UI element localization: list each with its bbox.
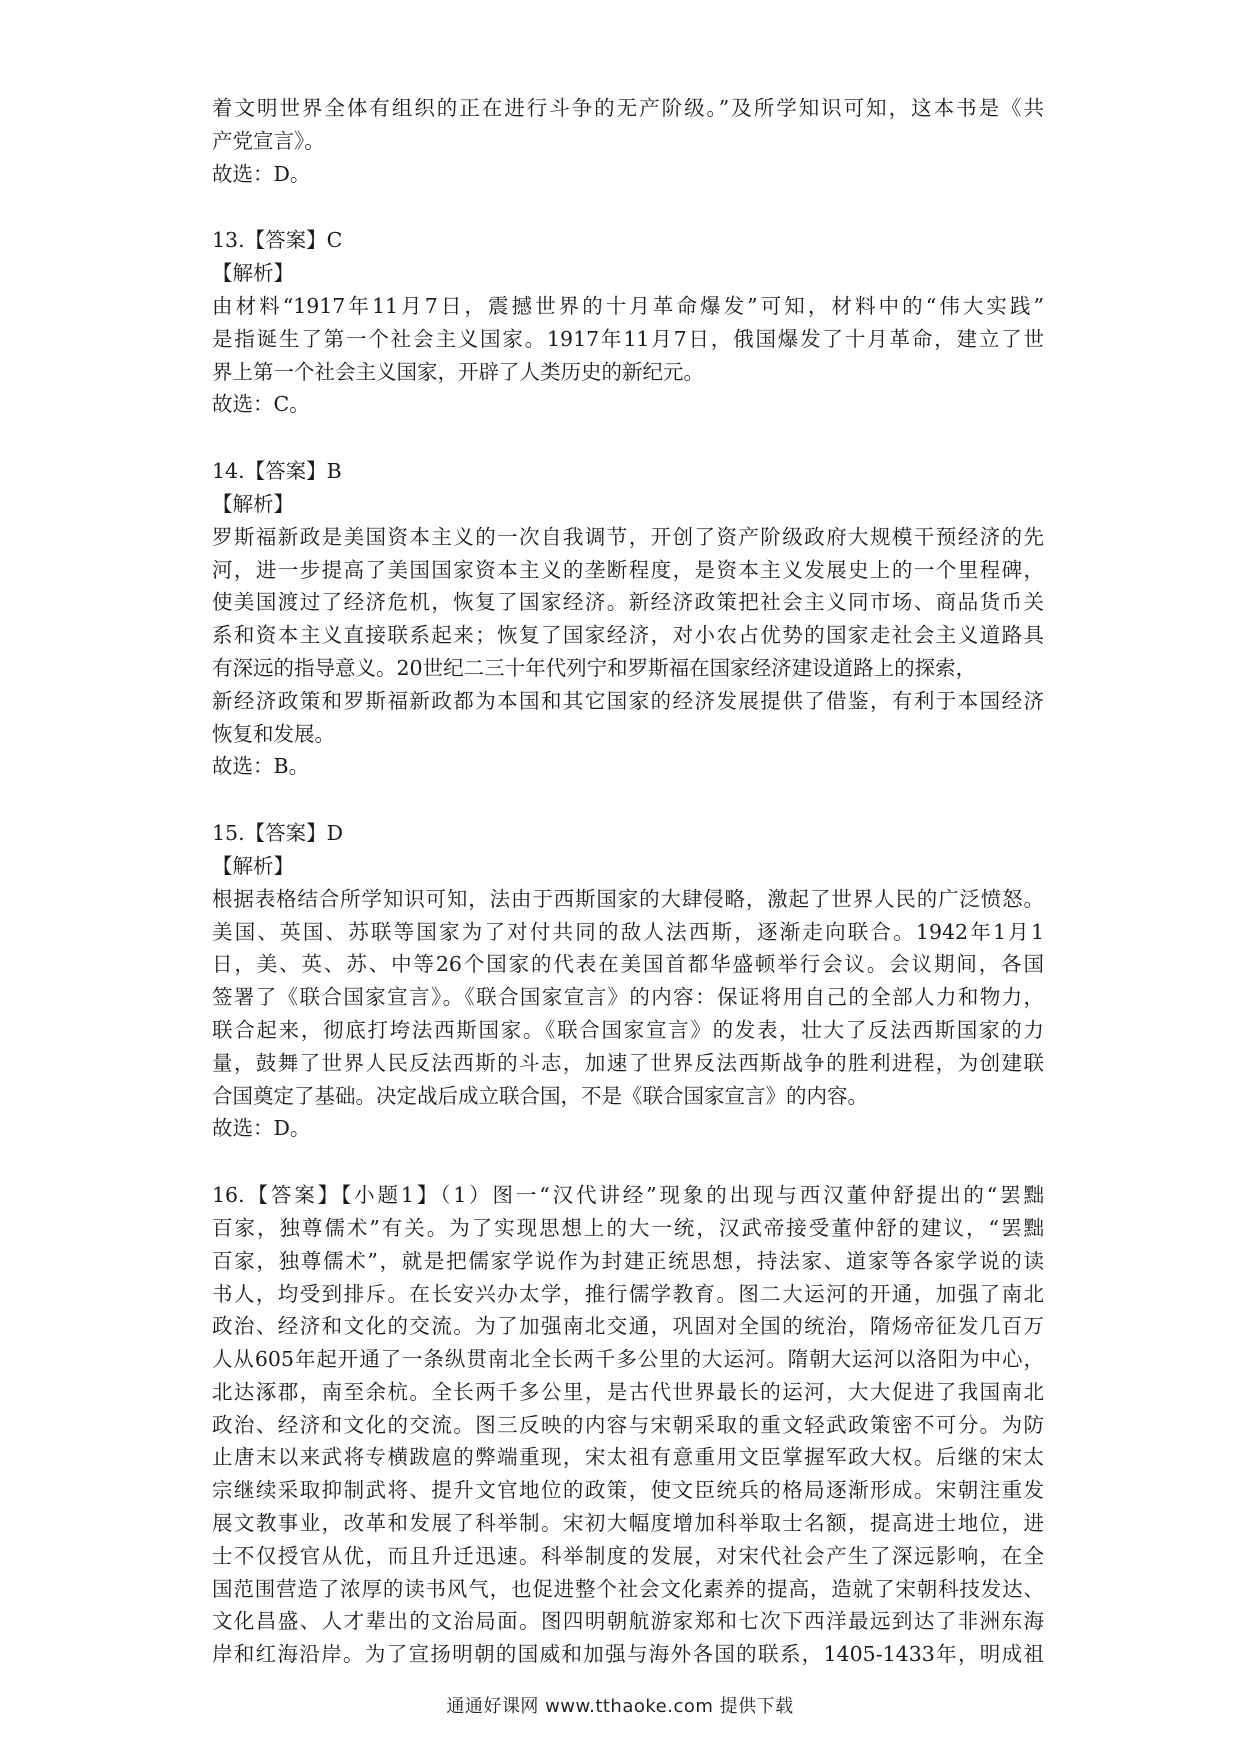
text-line: 宗继续采取抑制武将、提升文官地位的政策，使文臣统兵的格局逐渐形成。宋朝注重发 <box>212 1478 1044 1503</box>
text-line: 国范围营造了浓厚的读书风气，也促进整个社会文化素养的提高，造就了宋朝科技发达、 <box>212 1576 1044 1601</box>
choice-line: 故选：B。 <box>212 754 310 779</box>
page-footer: 通通好课网 www.tthaoke.com 提供下载 <box>446 1696 794 1717</box>
answer-head: 13.【答案】C <box>212 228 343 253</box>
answer-15 <box>212 817 1044 1145</box>
text-line: 政治、经济和文化的交流。图三反映的内容与宋朝采取的重文轻武政策密不可分。为防 <box>212 1412 1044 1437</box>
text-line: 展文教事业，改革和发展了科举制。宋初大幅度增加科举取士名额，提高进士地位，进 <box>212 1511 1044 1536</box>
answer-head: 15.【答案】D <box>212 821 344 846</box>
analysis-label: 【解析】 <box>212 853 294 878</box>
text-line: 由材料“1917年11月7日，震撼世界的十月革命爆发”可知，材料中的“伟大实践” <box>212 293 1044 318</box>
continuation-block <box>212 92 1044 190</box>
text-line: 恢复和发展。 <box>212 721 335 746</box>
text-line: 美国、英国、苏联等国家为了对付共同的敌人法西斯，逐渐走向联合。1942年1月1 <box>212 919 1044 944</box>
text-line: 根据表格结合所学知识可知，法由于西斯国家的大肆侵略，激起了世界人民的广泛愤怒。 <box>212 886 1044 911</box>
text-line: 签署了《联合国家宣言》。《联合国家宣言》的内容：保证将用自己的全部人力和物力， <box>212 985 1044 1010</box>
text-line: 百家，独尊儒术”，就是把儒家学说作为封建正统思想，持法家、道家等各家学说的读 <box>212 1248 1044 1273</box>
document-body <box>212 92 1044 1671</box>
answer-16 <box>212 1179 1044 1671</box>
text-line: 着文明世界全体有组织的正在进行斗争的无产阶级。”及所学知识可知，这本书是《共 <box>212 96 1044 120</box>
choice-line: 故选：C。 <box>212 392 310 417</box>
text-line: 量，鼓舞了世界人民反法西斯的斗志，加速了世界反法西斯战争的胜利进程，为创建联 <box>212 1050 1044 1075</box>
text-line: 止唐末以来武将专横跋扈的弊端重现，宋太祖有意重用文臣掌握军政大权。后继的宋太 <box>212 1445 1044 1470</box>
choice-line: 故选：D。 <box>212 1116 311 1141</box>
text-line: 书人，均受到排斥。在长安兴办太学，推行儒学教育。图二大运河的开通，加强了南北 <box>212 1281 1044 1306</box>
choice-line: 故选：D。 <box>212 161 311 186</box>
text-line: 士不仅授官从优，而且升迁迅速。科举制度的发展，对宋代社会产生了深远影响，在全 <box>212 1543 1044 1568</box>
text-line: 使美国渡过了经济危机，恢复了国家经济。新经济政策把社会主义同市场、商品货币关 <box>212 590 1044 615</box>
text-line: 新经济政策和罗斯福新政都为本国和其它国家的经济发展提供了借鉴，有利于本国经济 <box>212 688 1044 713</box>
text-line: 是指诞生了第一个社会主义国家。1917年11月7日，俄国爆发了十月革命，建立了世 <box>212 326 1044 351</box>
text-line: 合国奠定了基础。决定战后成立联合国，不是《联合国家宣言》的内容。 <box>212 1083 868 1108</box>
answer-14 <box>212 455 1044 783</box>
text-line: 日，美、英、苏、中等26个国家的代表在美国首都华盛顿举行会议。会议期间，各国 <box>212 952 1044 977</box>
text-line: 系和资本主义直接联系起来；恢复了国家经济，对小农占优势的国家走社会主义道路具 <box>212 623 1044 648</box>
analysis-label: 【解析】 <box>212 261 294 286</box>
text-line: 文化昌盛、人才辈出的文治局面。图四明朝航游家郑和七次下西洋最远到达了非洲东海 <box>212 1609 1044 1634</box>
text-line: 界上第一个社会主义国家，开辟了人类历史的新纪元。 <box>212 359 704 384</box>
text-line: 联合起来，彻底打垮法西斯国家。《联合国家宣言》的发表，壮大了反法西斯国家的力 <box>212 1017 1044 1042</box>
text-line: 河，进一步提高了美国国家资本主义的垄断程度，是资本主义发展史上的一个里程碑， <box>212 557 1044 582</box>
text-line: 有深远的指导意义。20世纪二三十年代列宁和罗斯福在国家经济建设道路上的探索， <box>212 655 977 680</box>
text-line: 人从605年起开通了一条纵贯南北全长两千多公里的大运河。隋朝大运河以洛阳为中心， <box>212 1347 1044 1372</box>
text-line: 产党宣言》。 <box>212 128 325 153</box>
text-line: 北达涿郡，南至余杭。全长两千多公里，是古代世界最长的运河，大大促进了我国南北 <box>212 1379 1044 1404</box>
text-line: 百家，独尊儒术”有关。为了实现思想上的大一统，汉武帝接受董仲舒的建议，“罢黜 <box>212 1215 1044 1240</box>
analysis-label: 【解析】 <box>212 491 294 516</box>
text-line: 岸和红海沿岸。为了宣扬明朝的国威和加强与海外各国的联系，1405-1433年，明成祖 <box>212 1642 1044 1667</box>
answer-head: 14.【答案】B <box>212 459 342 484</box>
answer-13 <box>212 224 1044 421</box>
text-line: 罗斯福新政是美国资本主义的一次自我调节，开创了资产阶级政府大规模干预经济的先 <box>212 524 1044 549</box>
text-line: 政治、经济和文化的交流。为了加强南北交通，巩固对全国的统治，隋炀帝征发几百万 <box>212 1314 1044 1339</box>
text-line: 16.【答案】【小题1】（1）图一“汉代讲经”现象的出现与西汉董仲舒提出的“罢黜 <box>212 1183 1044 1208</box>
